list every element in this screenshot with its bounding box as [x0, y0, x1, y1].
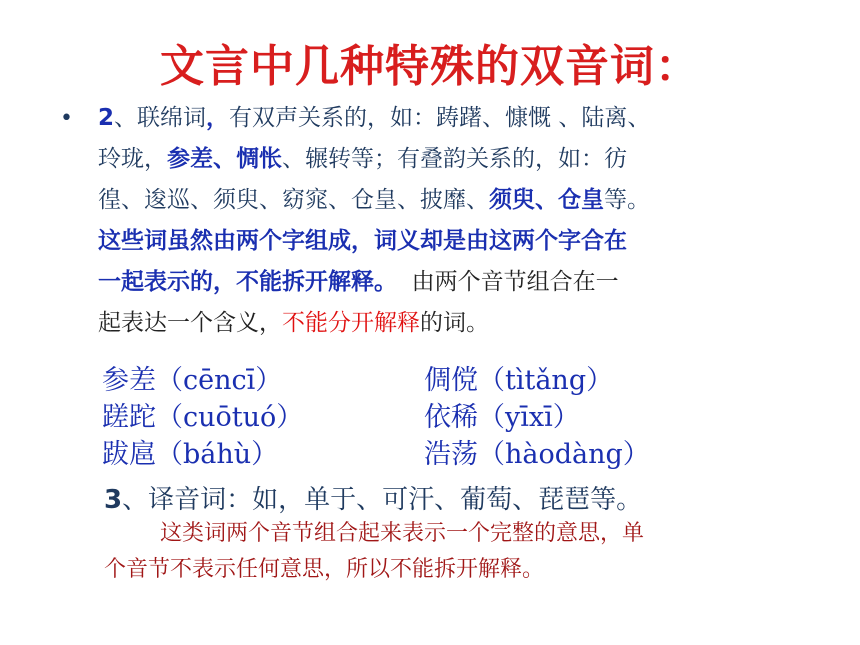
para-line-3 — [98, 180, 762, 221]
slide-title: 文言中几种特殊的双音词： — [160, 41, 700, 92]
line-text: 有双声关系的，如：踌躇、慷慨 、陆离、 — [229, 105, 651, 131]
section-3-text: 、译音词：如，单于、可汗、葡萄、琵琶等。 — [122, 485, 643, 515]
line-text: 等。 — [604, 187, 650, 213]
pinyin-item: 依稀（yīxī） — [424, 402, 580, 433]
section-number: 3 — [104, 485, 123, 515]
pinyin-item: 倜傥（tìtǎng） — [424, 365, 614, 396]
line-text: 、辗转等；有叠韵关系的，如：彷 — [282, 146, 627, 172]
line-text: 的词。 — [420, 310, 489, 336]
line-text: 起表达一个含义， — [98, 310, 282, 336]
pinyin-item: 蹉跎（cuōtuó） — [102, 402, 304, 433]
red-emphasis-text: 不能分开解释 — [282, 310, 420, 336]
para-line-4 — [98, 221, 762, 262]
para-line-6 — [98, 303, 762, 344]
term-label: 、联绵词 — [114, 105, 207, 131]
line-text: 徨、逡巡、须臾、窈窕、仓皇、披靡、 — [98, 187, 489, 213]
highlight-text: 参差、惆怅 — [167, 146, 282, 172]
pinyin-item: 浩荡（hàodàng） — [424, 439, 650, 470]
explanation-note — [104, 516, 804, 588]
line-text: 玲珑， — [98, 146, 167, 172]
bullet-marker: • — [60, 106, 73, 131]
bullet-paragraph — [62, 98, 762, 344]
pinyin-item: 参差（cēncī） — [102, 365, 283, 396]
line-text: 由两个音节组合在一 — [397, 269, 619, 295]
note-line-2: 个音节不表示任何意思，所以不能拆开解释。 — [104, 557, 545, 582]
highlight-text: 这些词虽然由两个字组成，词义却是由这两个字合在 — [98, 228, 627, 254]
section-number: 2 — [98, 105, 115, 131]
para-line-2 — [98, 139, 762, 180]
para-line-1 — [98, 98, 762, 139]
para-line-5 — [98, 262, 762, 303]
term-comma: ， — [206, 105, 230, 131]
section-3-heading — [104, 480, 642, 520]
highlight-text: 须臾、仓皇 — [489, 187, 604, 213]
pinyin-list — [102, 362, 784, 473]
highlight-text: 一起表示的，不能拆开解释。 — [98, 269, 397, 295]
pinyin-item: 跋扈（báhù） — [102, 439, 279, 470]
note-line-1: 这类词两个音节组合起来表示一个完整的意思，单 — [160, 521, 645, 546]
